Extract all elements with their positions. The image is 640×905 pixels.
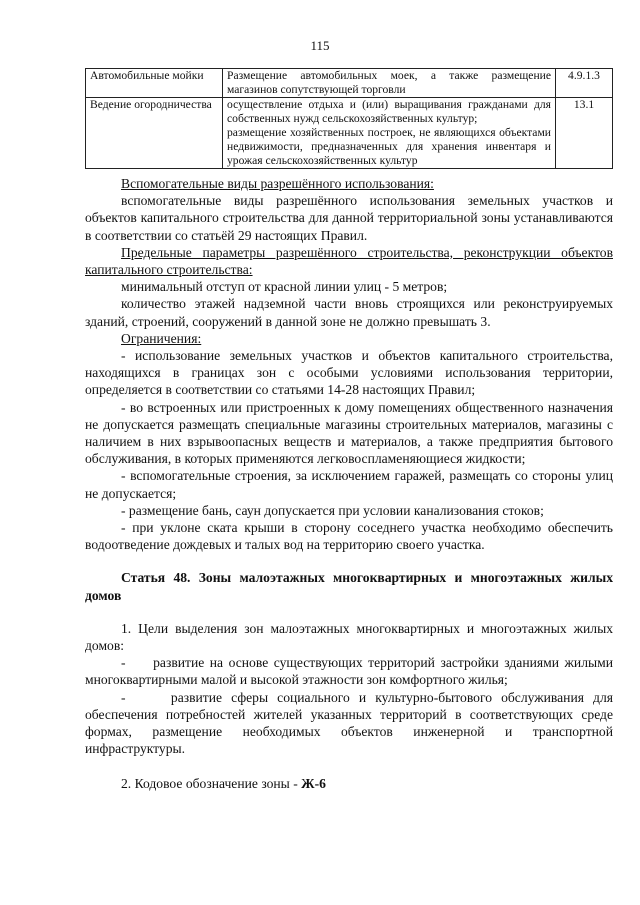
restriction-item: - во встроенных или пристроенных к дому помещениях общественного назначения не допускается размещать специальные магазины строительных материалов, магазины с наличием в них взрывоопасных веществ и материалов, а также предприятия бытового обслуживания, в которых применяются легковоспламеняющиеся жидкости;	[85, 399, 613, 467]
limits-item: количество этажей надземной части вновь строящихся или реконструируемых зданий, строений, сооружений в данной зоне не должно превышать 3.	[85, 296, 613, 329]
land-use-table	[85, 68, 613, 169]
aux-uses-heading: Вспомогательные виды разрешённого использования:	[121, 176, 434, 191]
article-title: Статья 48. Зоны малоэтажных многоквартирных и многоэтажных жилых домов	[85, 570, 613, 603]
table-cell-code: 13.1	[556, 98, 613, 169]
table-cell-name: Ведение огородничества	[86, 98, 223, 169]
table-row	[86, 98, 613, 169]
goal-item: - развитие сферы социального и культурно-бытового обслуживания для обеспечения потребностей жителей указанных территорий в соответствующих среде формах, размещение необходимых объектов инженерной и транспортной инфраструктуры.	[85, 689, 613, 757]
table-cell-description: Размещение автомобильных моек, а также размещение магазинов сопутствующей торговли	[223, 69, 556, 98]
restrictions-heading: Ограничения:	[121, 330, 202, 346]
zone-code-line	[85, 775, 613, 792]
description-line: размещение хозяйственных построек, не являющихся объектами недвижимости, предназначенных для хранения инвентаря и урожая сельскохозяйственных культур	[227, 126, 551, 167]
limits-item: минимальный отступ от красной линии улиц - 5 метров;	[121, 279, 448, 295]
zone-code-label: 2. Кодовое обозначение зоны -	[121, 775, 302, 791]
table-cell-name: Автомобильные мойки	[86, 69, 223, 98]
restriction-item: - при уклоне ската крыши в сторону соседнего участка необходимо обеспечить водоотведение дождевых и талых вод на территорию своего участка.	[85, 520, 613, 553]
goals-heading: 1. Цели выделения зон малоэтажных многоквартирных и многоэтажных жилых домов:	[85, 620, 613, 654]
restriction-item: - использование земельных участков и объектов капитального строительства, находящихся в границах зон с особыми условиями использования территории, определяется в соответствии со статьями 14-28 настоящих Правил;	[85, 348, 613, 398]
table-cell-code: 4.9.1.3	[556, 69, 613, 98]
goal-item: - развитие на основе существующих территорий застройки зданиями жилыми многоквартирными малой и высокой этажности зон комфортного жилья;	[85, 655, 613, 688]
table-row	[86, 69, 613, 98]
zone-code-value: Ж-6	[301, 775, 326, 791]
description-line: осуществление отдыха и (или) выращивания гражданами для собственных нужд сельскохозяйственных культур;	[227, 98, 551, 125]
page-number: 115	[310, 38, 330, 53]
limits-heading: Предельные параметры разрешённого строительства, реконструкции объектов капитального строительства:	[85, 244, 613, 278]
table-cell-description	[223, 98, 556, 169]
aux-uses-text: вспомогательные виды разрешённого использования земельных участков и объектов капитального строительства для данной территориальной зоны устанавливаются в соответствии со статьёй 29 настоящих Правил.	[85, 193, 613, 243]
document-body	[85, 175, 613, 792]
restriction-item: - вспомогательные строения, за исключением гаражей, размещать со стороны улиц не допускается;	[85, 468, 613, 501]
restriction-item: - размещение бань, саун допускается при условии канализования стоков;	[121, 502, 544, 518]
